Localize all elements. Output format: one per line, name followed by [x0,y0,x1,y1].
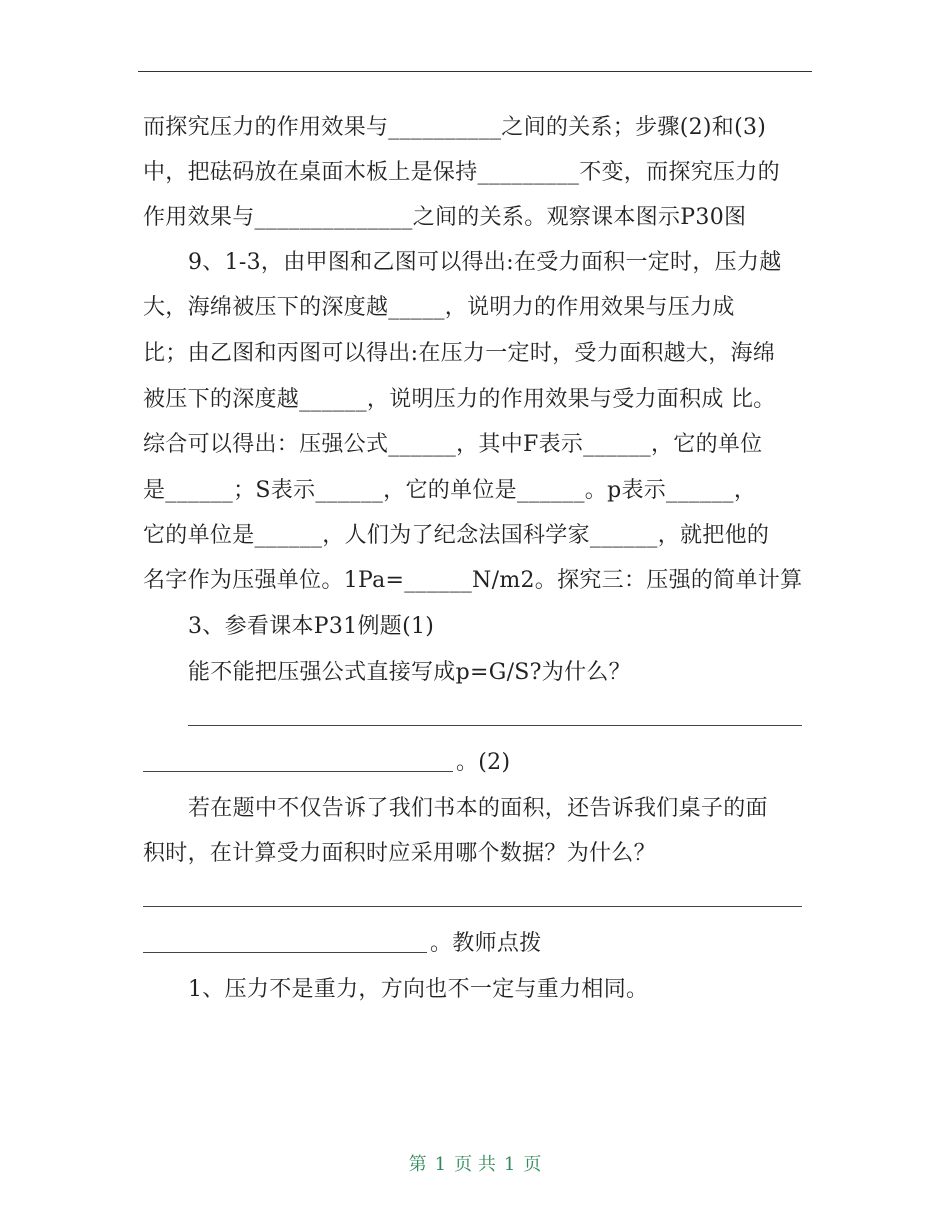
question-1: 能不能把压强公式直接写成p=G/S?为什么？ [188,660,631,685]
text-line-1: 而探究压力的作用效果与__________之间的关系；步骤(2)和(3) [143,115,767,140]
header-rule [138,71,812,72]
teacher-tips-heading: 。教师点拨 [430,931,542,956]
text-line-10: 它的单位是______，人们为了纪念法国科学家______，就把他的 [143,523,770,548]
footer-total-pages: 1 [503,1154,516,1175]
text-line-7: 被压下的深度越______，说明压力的作用效果与受力面积成 比。 [143,387,776,412]
footer-current-page: 1 [434,1154,447,1175]
answer-blank-2a [143,906,802,907]
text-line-12: 3、参看课本P31例题(1) [188,614,435,639]
text-line-4: 9、1-3，由甲图和乙图可以得出:在受力面积一定时，压力越 [188,250,782,275]
question-2-line-2: 积时，在计算受力面积时应采用哪个数据？为什么？ [143,841,656,866]
question-2-line-1: 若在题中不仅告诉了我们书本的面积，还告诉我们桌子的面 [188,796,768,821]
answer-blank-1a [188,725,802,726]
text-line-2: 中，把砝码放在桌面木板上是保持_________不变，而探究压力的 [143,160,780,185]
footer-suffix: 页 [523,1154,542,1175]
text-line-14: 。(2) [456,750,511,775]
text-line-18: 1、压力不是重力，方向也不一定与重力相同。 [188,977,649,1002]
page-footer [0,1150,950,1176]
footer-prefix: 第 [408,1154,427,1175]
text-line-5: 大，海绵被压下的深度越_____，说明力的作用效果与压力成 [143,295,735,320]
answer-blank-2b [143,952,427,953]
text-line-11: 名字作为压强单位。1Pa=______N/m2。探究三：压强的简单计算 [143,568,803,593]
text-line-8: 综合可以得出：压强公式______，其中F表示______，它的单位 [143,432,763,457]
text-line-9: 是______；S表示______，它的单位是______。p表示______， [143,478,757,503]
text-line-6: 比；由乙图和丙图可以得出:在压力一定时，受力面积越大，海绵 [143,341,776,366]
text-line-3: 作用效果与______________之间的关系。观察课本图示P30图 [143,205,747,230]
footer-mid: 页 共 [454,1154,496,1175]
answer-blank-1b [143,771,453,772]
